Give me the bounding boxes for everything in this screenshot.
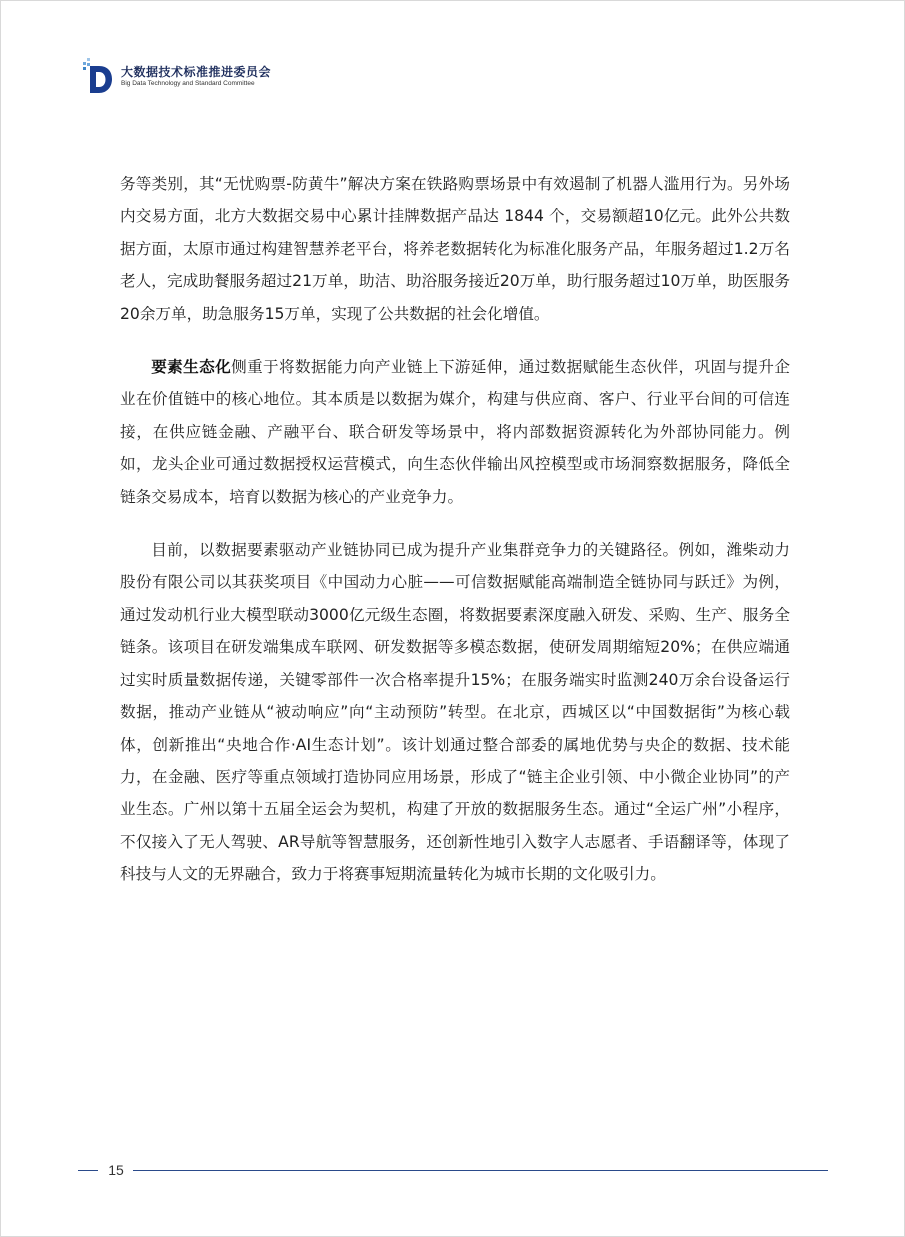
paragraph-1: 务等类别，其“无忧购票-防黄牛”解决方案在铁路购票场景中有效遏制了机器人滥用行为。另外场内交易方面，北方大数据交易中心累计挂牌数据产品达 1844 个，交易额超10亿元。此外公共数据方面，太原市通过构建智慧养老平台，将养老数据转化为标准化服务产品，年服务超过1.2万名老人，完成助餐服务超过21万单，助洁、助浴服务接近20万单，助行服务超过10万单，助医服务20余万单，助急服务15万单，实现了公共数据的社会化增值。 bbox=[120, 175, 790, 323]
org-name-cn: 大数据技术标准推进委员会 bbox=[121, 64, 272, 79]
paragraph-2 bbox=[120, 351, 790, 513]
paragraph-3: 目前，以数据要素驱动产业链协同已成为提升产业集群竞争力的关键路径。例如，潍柴动力股份有限公司以其获奖项目《中国动力心脏——可信数据赋能高端制造全链协同与跃迁》为例，通过发动机行业大模型联动3000亿元级生态圈，将数据要素深度融入研发、采购、生产、服务全链条。该项目在研发端集成车联网、研发数据等多模态数据，使研发周期缩短20%；在供应端通过实时质量数据传递，关键零部件一次合格率提升15%；在服务端实时监测240万余台设备运行数据，推动产业链从“被动响应”向“主动预防”转型。在北京，西城区以“中国数据街”为核心载体，创新推出“央地合作·AI生态计划”。该计划通过整合部委的属地优势与央企的数据、技术能力，在金融、医疗等重点领域打造协同应用场景，形成了“链主企业引领、中小微企业协同”的产业生态。广州以第十五届全运会为契机，构建了开放的数据服务生态。通过“全运广州”小程序，不仅接入了无人驾驶、AR导航等智慧服务，还创新性地引入数字人志愿者、手语翻译等，体现了科技与人文的无界融合，致力于将赛事短期流量转化为城市长期的文化吸引力。 bbox=[120, 541, 790, 884]
big-data-d-logo-icon bbox=[83, 58, 113, 94]
paragraph-2-body: 侧重于将数据能力向产业链上下游延伸，通过数据赋能生态伙伴，巩固与提升企业在价值链中的核心地位。其本质是以数据为媒介，构建与供应商、客户、行业平台间的可信连接，在供应链金融、产融平台、联合研发等场景中，将内部数据资源转化为外部协同能力。例如，龙头企业可通过数据授权运营模式，向生态伙伴输出风控模型或市场洞察数据服务，降低全链条交易成本，培育以数据为核心的产业竞争力。 bbox=[120, 358, 790, 506]
paragraph-2-lead: 要素生态化 bbox=[151, 358, 232, 377]
footer-line-right bbox=[133, 1170, 828, 1171]
main-content bbox=[120, 168, 790, 891]
page-header bbox=[83, 58, 271, 94]
org-name-en: Big Data Technology and Standard Committee bbox=[121, 79, 255, 87]
page-number: 15 bbox=[108, 1162, 124, 1178]
footer-line-left bbox=[78, 1170, 98, 1171]
